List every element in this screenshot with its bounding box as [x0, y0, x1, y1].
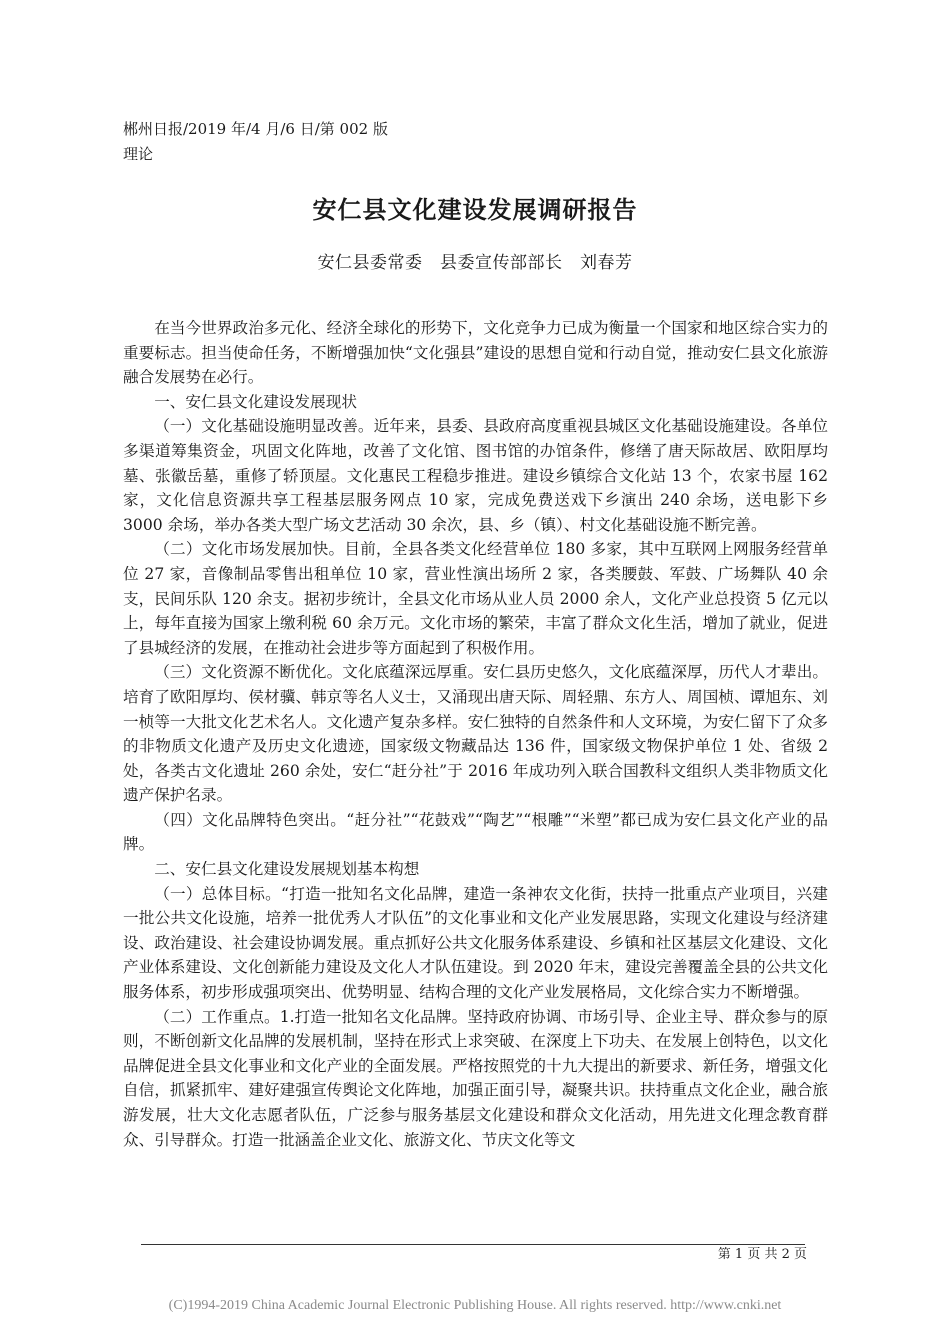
- article-title: 安仁县文化建设发展调研报告: [312, 195, 638, 224]
- section-heading-1: 一、安仁县文化建设发展现状: [154, 392, 357, 411]
- section-heading-2: 二、安仁县文化建设发展规划基本构想: [154, 860, 420, 879]
- footer-divider: [141, 1244, 805, 1245]
- source-line: 郴州日报/2019 年/4 月/6 日/第 002 版: [123, 120, 388, 138]
- author-byline: 安仁县委常委 县委宣传部部长 刘春芳: [317, 253, 633, 273]
- source-info: [123, 117, 388, 167]
- paragraph: （一）文化基础设施明显改善。近年来，县委、县政府高度重视县城区文化基础设施建设。各单位多渠道筹集资金，巩固文化阵地，改善了文化馆、图书馆的办馆条件，修缮了唐天际故居、欧阳厚均墓、张徽岳墓，重修了轿顶屋。文化惠民工程稳步推进。建设乡镇综合文化站 13 个，农家书屋 162 家，文化信息资源共享工程基层服务网点 10 家，完成免费送戏下乡演出 240 余场，送电影下乡 3000 余场，举办各类大型广场文艺活动 30 余次，县、乡（镇）、村文化基础设施不断完善。: [123, 417, 828, 534]
- paragraph: （二）工作重点。1.打造一批知名文化品牌。坚持政府协调、市场引导、企业主导、群众参与的原则，不断创新文化品牌的发展机制，坚持在形式上求突破、在深度上下功夫、在发展上创特色，以文化品牌促进全县文化事业和文化产业的全面发展。严格按照党的十九大提出的新要求、新任务，增强文化自信，抓紧抓牢、建好建强宣传舆论文化阵地，加强正面引导，凝聚共识。扶持重点文化企业，融合旅游发展，壮大文化志愿者队伍，广泛参与服务基层文化建设和群众文化活动，用先进文化理念教育群众、引导群众。打造一批涵盖企业文化、旅游文化、节庆文化等文: [123, 1007, 828, 1149]
- paragraph: （一）总体目标。“打造一批知名文化品牌，建造一条神农文化街，扶持一批重点产业项目，兴建一批公共文化设施，培养一批优秀人才队伍”的文化事业和文化产业发展思路，实现文化建设与经济建设、政治建设、社会建设协调发展。重点抓好公共文化服务体系建设、乡镇和社区基层文化建设、文化产业体系建设、文化创新能力建设及文化人才队伍建设。到 2020 年末，建设完善覆盖全县的公共文化服务体系，初步形成强项突出、优势明显、结构合理的文化产业发展格局，文化综合实力不断增强。: [123, 884, 828, 1002]
- paragraph: （四）文化品牌特色突出。“赶分社”“花鼓戏”“陶艺”“根雕”“米塑”都已成为安仁县文化产业的品牌。: [123, 810, 828, 854]
- paragraph: （二）文化市场发展加快。目前，全县各类文化经营单位 180 多家，其中互联网上网服务经营单位 27 家，音像制品零售出租单位 10 家，营业性演出场所 2 家，各类腰鼓、军鼓、广场舞队 40 余支，民间乐队 120 余支。据初步统计，全县文化市场从业人员 2000 余人，文化产业总投资 5 亿元以上，每年直接为国家上缴利税 60 余万元。文化市场的繁荣，丰富了群众文化生活，增加了就业，促进了县城经济的发展，在推动社会进步等方面起到了积极作用。: [123, 540, 828, 657]
- section-label: 理论: [123, 145, 154, 163]
- paragraph-intro: 在当今世界政治多元化、经济全球化的形势下，文化竞争力已成为衡量一个国家和地区综合实力的重要标志。担当使命任务，不断增强加快“文化强县”建设的思想自觉和行动自觉，推动安仁县文化旅游融合发展势在必行。: [123, 319, 828, 387]
- copyright-notice: (C)1994-2019 China Academic Journal Electronic Publishing House. All rights reserved. http://www.cnki.net: [168, 1298, 782, 1313]
- page-number: 第 1 页 共 2 页: [717, 1247, 807, 1262]
- paragraph: （三）文化资源不断优化。文化底蕴深远厚重。安仁县历史悠久，文化底蕴深厚，历代人才辈出。培育了欧阳厚均、侯材骥、韩京等名人义士，又涌现出唐天际、周轻鼎、东方人、周国桢、谭旭东、刘一桢等一大批文化艺术名人。文化遗产复杂多样。安仁独特的自然条件和人文环境，为安仁留下了众多的非物质文化遗产及历史文化遗迹，国家级文物藏品达 136 件，国家级文物保护单位 1 处、省级 2 处，各类古文化遗址 260 余处，安仁“赶分社”于 2016 年成功列入联合国教科文组织人类非物质文化遗产保护名录。: [123, 663, 828, 805]
- article-body: [123, 316, 828, 1152]
